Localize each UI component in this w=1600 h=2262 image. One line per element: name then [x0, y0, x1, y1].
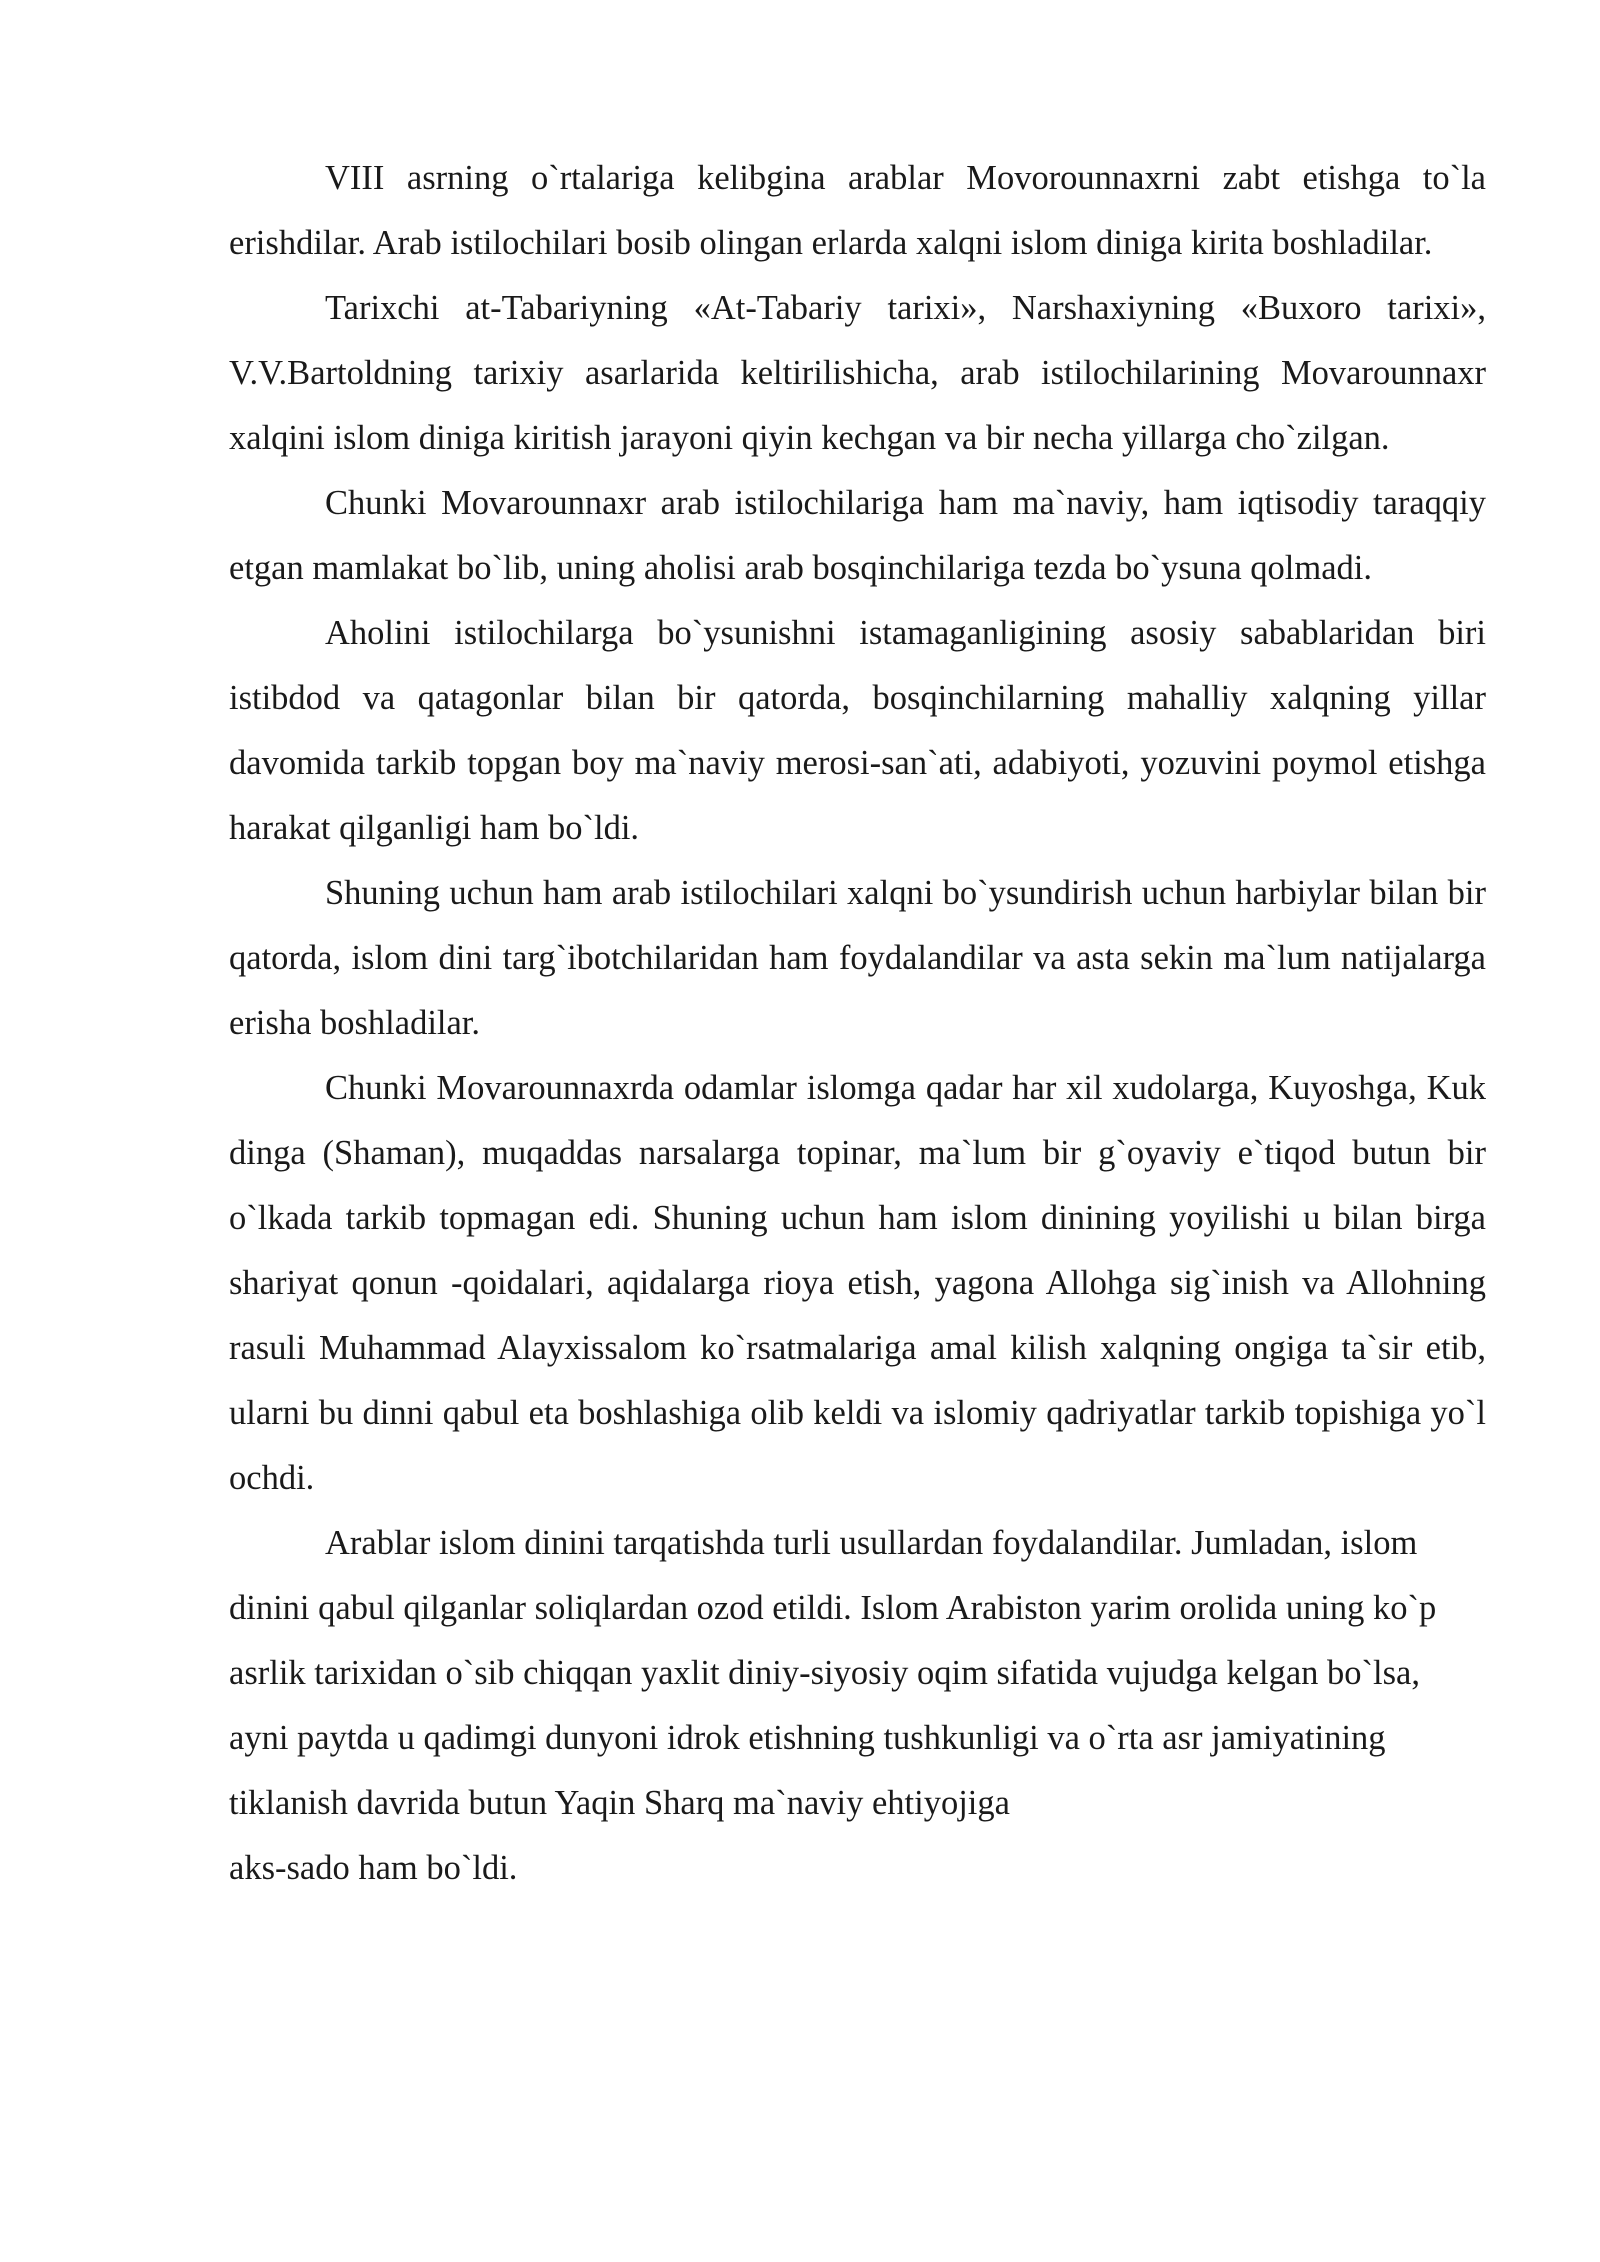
- document-body: [229, 146, 1486, 1901]
- paragraph-4: Aholini istilochilarga bo`ysunishni istamaganligining asosiy sabablaridan biri istibdod va qatagonlar bilan bir qatorda, bosqinchilarning mahalliy xalqning yillar davomida tarkib topgan boy ma`naviy merosi-san`ati, adabiyoti, yozuvini poymol etishga harakat qilganligi ham bo`ldi.: [229, 614, 1486, 847]
- paragraph-5: Shuning uchun ham arab istilochilari xalqni bo`ysundirish uchun harbiylar bilan bir qatorda, islom dini targ`ibotchilaridan ham foydalandilar va asta sekin ma`lum natijalarga erisha boshladilar.: [229, 874, 1486, 1042]
- paragraph-1: VIII asrning o`rtalariga kelibgina arablar Movorounnaxrni zabt etishga to`la erishdilar. Arab istilochilari bosib olingan erlarda xalqni islom diniga kirita boshladilar.: [229, 159, 1486, 262]
- paragraph-2: Tarixchi at-Tabariyning «At-Tabariy tarixi», Narshaxiyning «Buxoro tarixi», V.V.Bartoldning tarixiy asarlarida keltirilishicha, arab istilochilarining Movarounnaxr xalqini islom diniga kiritish jarayoni qiyin kechgan va bir necha yillarga cho`zilgan.: [229, 289, 1486, 457]
- paragraph-7: Arablar islom dinini tarqatishda turli usullardan foydalandilar. Jumladan, islom dinini qabul qilganlar soliqlardan ozod etildi. Islom Arabiston yarim orolida uning ko`p asrlik tarixidan o`sib chiqqan yaxlit diniy-siyosiy oqim sifatida vujudga kelgan bo`lsa, ayni paytda u qadimgi dunyoni idrok etishning tushkunligi va o`rta asr jamiyatining tiklanish davrida butun Yaqin Sharq ma`naviy ehtiyojiga: [229, 1524, 1437, 1822]
- paragraph-3: Chunki Movarounnaxr arab istilochilariga ham ma`naviy, ham iqtisodiy taraqqiy etgan mamlakat bo`lib, uning aholisi arab bosqinchilariga tezda bo`ysuna qolmadi.: [229, 484, 1486, 587]
- paragraph-6: Chunki Movarounnaxrda odamlar islomga qadar har xil xudolarga, Kuyoshga, Kuk dinga (Shaman), muqaddas narsalarga topinar, ma`lum bir g`oyaviy e`tiqod butun bir o`lkada tarkib topmagan edi. Shuning uchun ham islom dinining yoyilishi u bilan birga shariyat qonun -qoidalari, aqidalarga rioya etish, yagona Allohga sig`inish va Allohning rasuli Muhammad Alayxissalom ko`rsatmalariga amal kilish xalqning ongiga ta`sir etib, ularni bu dinni qabul eta boshlashiga olib keldi va islomiy qadriyatlar tarkib topishiga yo`l ochdi.: [229, 1069, 1486, 1497]
- paragraph-7-tail-line: aks-sado ham bo`ldi.: [229, 1849, 518, 1887]
